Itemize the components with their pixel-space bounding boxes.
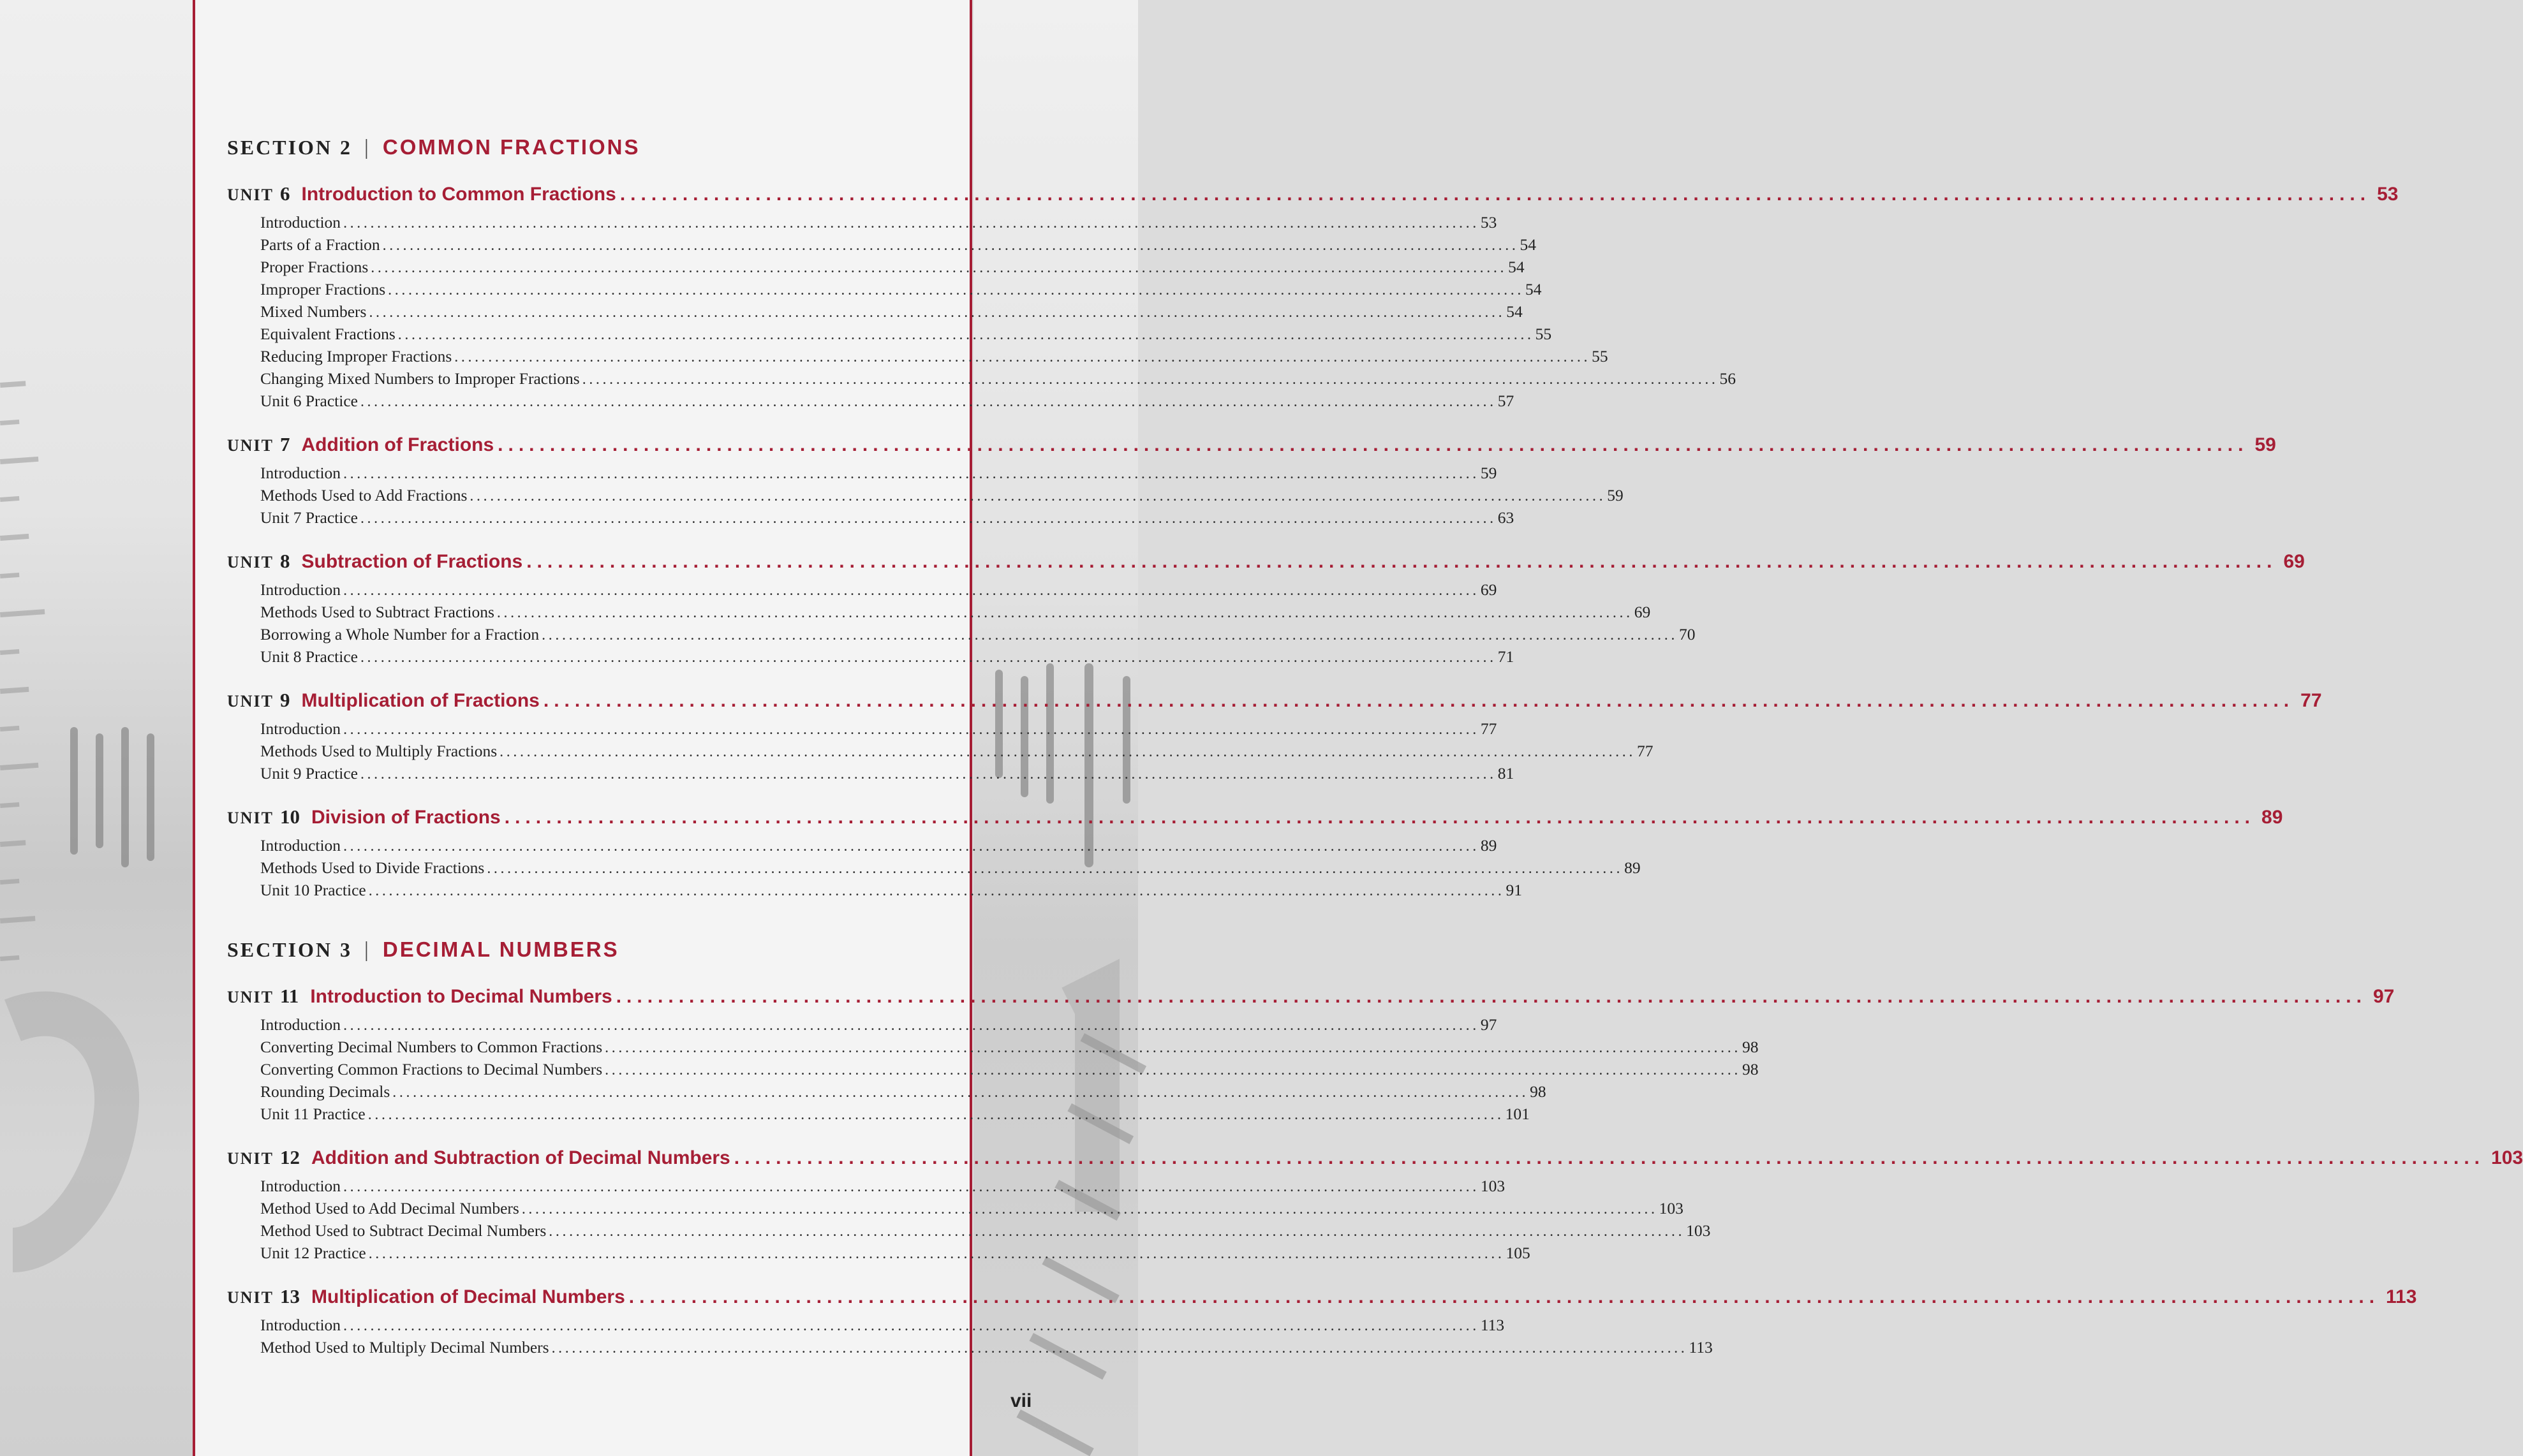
entry-title: Introduction xyxy=(260,580,341,599)
unit-heading[interactable] xyxy=(227,550,2305,580)
entry-dot-leader: ........................................................................................................................................................................ xyxy=(397,327,1534,343)
unit-dot-leader: ........................................................................................................................................................................ xyxy=(504,807,2256,828)
unit-label: UNIT xyxy=(227,988,274,1006)
entry-title: Method Used to Multiply Decimal Numbers xyxy=(260,1338,549,1357)
entry-page-number: 54 xyxy=(1506,302,1523,321)
toc-entry[interactable] xyxy=(227,1316,1505,1338)
unit-number: 6 xyxy=(280,182,290,205)
unit-page-number: 89 xyxy=(2261,807,2283,828)
section-title: DECIMAL NUMBERS xyxy=(382,938,619,961)
entry-dot-leader: ........................................................................................................................................................................ xyxy=(542,627,1678,643)
unit-dot-leader: ........................................................................................................................................................................ xyxy=(734,1147,2485,1168)
unit-page-number: 113 xyxy=(2386,1286,2417,1307)
page-number: vii xyxy=(1010,1390,1032,1411)
entry-dot-leader: ........................................................................................................................................................................ xyxy=(470,488,1606,504)
entry-page-number: 53 xyxy=(1480,213,1497,232)
unit-label: UNIT xyxy=(227,692,274,710)
entry-title: Introduction xyxy=(260,213,341,232)
entry-page-number: 103 xyxy=(1480,1177,1506,1195)
entry-dot-leader: ........................................................................................................................................................................ xyxy=(487,860,1624,877)
toc-entry[interactable] xyxy=(227,1221,1711,1244)
entry-dot-leader: ........................................................................................................................................................................ xyxy=(605,1040,1741,1056)
toc-entry[interactable] xyxy=(227,764,1514,786)
unit-dot-leader: ........................................................................................................................................................................ xyxy=(526,551,2277,572)
section-heading xyxy=(227,938,940,971)
entry-page-number: 98 xyxy=(1742,1038,1759,1056)
entry-title: Converting Common Fractions to Decimal Numbers xyxy=(260,1060,603,1078)
entry-dot-leader: ........................................................................................................................................................................ xyxy=(496,605,1633,621)
unit-block xyxy=(227,550,2305,670)
entry-title: Unit 8 Practice xyxy=(260,647,358,666)
entry-page-number: 77 xyxy=(1480,719,1497,738)
entry-title: Methods Used to Add Fractions xyxy=(260,486,468,504)
unit-page-number: 53 xyxy=(2377,184,2399,205)
unit-title: Addition and Subtraction of Decimal Numbers xyxy=(311,1147,730,1168)
toc-entry[interactable] xyxy=(227,258,1525,280)
entry-page-number: 55 xyxy=(1535,325,1552,343)
entry-page-number: 54 xyxy=(1520,235,1536,254)
unit-number: 10 xyxy=(280,805,300,828)
entry-title: Introduction xyxy=(260,464,341,482)
entry-page-number: 113 xyxy=(1480,1316,1505,1334)
section-separator: | xyxy=(364,938,369,962)
unit-page-number: 69 xyxy=(2283,551,2305,572)
entry-dot-leader: ........................................................................................................................................................................ xyxy=(360,649,1497,666)
section-label: SECTION xyxy=(227,938,333,961)
section-heading xyxy=(227,135,940,168)
toc-entry[interactable] xyxy=(227,1082,1546,1105)
entry-page-number: 103 xyxy=(1659,1199,1683,1217)
entry-page-number: 101 xyxy=(1505,1105,1530,1123)
entry-title: Methods Used to Subtract Fractions xyxy=(260,603,494,621)
toc-entry[interactable] xyxy=(227,325,1552,347)
unit-title: Addition of Fractions xyxy=(301,434,494,455)
entry-page-number: 54 xyxy=(1508,258,1525,276)
entry-page-number: 97 xyxy=(1480,1015,1497,1034)
unit-title: Multiplication of Fractions xyxy=(301,690,540,711)
unit-label: UNIT xyxy=(227,553,274,571)
toc-entry[interactable] xyxy=(227,858,1641,881)
unit-heading[interactable] xyxy=(227,689,2322,719)
entry-page-number: 113 xyxy=(1689,1338,1713,1357)
entry-title: Method Used to Add Decimal Numbers xyxy=(260,1199,519,1217)
unit-dot-leader: ........................................................................................................................................................................ xyxy=(498,434,2249,455)
unit-page-number: 103 xyxy=(2491,1147,2523,1168)
entry-dot-leader: ........................................................................................................................................................................ xyxy=(549,1223,1685,1240)
unit-label: UNIT xyxy=(227,186,274,204)
unit-label: UNIT xyxy=(227,436,274,455)
unit-block xyxy=(227,985,2395,1127)
table-of-contents xyxy=(227,135,2523,1379)
toc-entry[interactable] xyxy=(227,1060,1759,1082)
unit-label: UNIT xyxy=(227,809,274,827)
entry-page-number: 98 xyxy=(1742,1060,1759,1078)
unit-title: Introduction to Decimal Numbers xyxy=(310,986,612,1007)
entry-title: Proper Fractions xyxy=(260,258,369,276)
entry-title: Borrowing a Whole Number for a Fraction xyxy=(260,625,540,643)
unit-block xyxy=(227,433,2276,531)
entry-page-number: 59 xyxy=(1607,486,1624,504)
entry-title: Unit 12 Practice xyxy=(260,1244,366,1262)
entry-page-number: 98 xyxy=(1530,1082,1546,1101)
entry-dot-leader: ........................................................................................................................................................................ xyxy=(605,1062,1741,1078)
entry-page-number: 55 xyxy=(1592,347,1608,365)
entry-dot-leader: ........................................................................................................................................................................ xyxy=(367,1107,1504,1123)
entry-title: Introduction xyxy=(260,1177,341,1195)
entry-title: Introduction xyxy=(260,836,341,855)
toc-entry[interactable] xyxy=(227,369,1736,392)
entry-dot-leader: ........................................................................................................................................................................ xyxy=(392,1084,1529,1101)
entry-dot-leader: ........................................................................................................................................................................ xyxy=(521,1201,1658,1217)
unit-number: 12 xyxy=(280,1146,300,1168)
unit-title: Subtraction of Fractions xyxy=(301,551,523,572)
toc-entry[interactable] xyxy=(227,603,1651,625)
entry-dot-leader: ........................................................................................................................................................................ xyxy=(343,721,1479,738)
unit-heading[interactable] xyxy=(227,805,2283,836)
entry-title: Rounding Decimals xyxy=(260,1082,390,1101)
unit-page-number: 59 xyxy=(2254,434,2276,455)
toc-entry[interactable] xyxy=(227,647,1514,670)
unit-number: 9 xyxy=(280,689,290,711)
entry-page-number: 91 xyxy=(1506,881,1523,899)
entry-dot-leader: ........................................................................................................................................................................ xyxy=(499,744,1636,760)
entry-page-number: 63 xyxy=(1497,508,1514,527)
entry-title: Equivalent Fractions xyxy=(260,325,396,343)
entry-title: Methods Used to Divide Fractions xyxy=(260,858,485,877)
entry-page-number: 57 xyxy=(1497,392,1514,410)
unit-dot-leader: ........................................................................................................................................................................ xyxy=(619,184,2371,205)
toc-entry[interactable] xyxy=(227,486,1624,508)
toc-entry[interactable] xyxy=(227,213,1497,235)
entry-page-number: 70 xyxy=(1678,625,1696,643)
toc-entry[interactable] xyxy=(227,719,1497,742)
entry-title: Unit 7 Practice xyxy=(260,508,358,527)
entry-page-number: 77 xyxy=(1636,742,1654,760)
toc-entry[interactable] xyxy=(227,302,1523,325)
toc-entry[interactable] xyxy=(227,347,1608,369)
unit-heading[interactable] xyxy=(227,1146,2523,1177)
entry-page-number: 59 xyxy=(1480,464,1497,482)
unit-dot-leader: ........................................................................................................................................................................ xyxy=(616,986,2367,1007)
unit-page-number: 77 xyxy=(2300,690,2322,711)
entry-dot-leader: ........................................................................................................................................................................ xyxy=(343,215,1479,232)
entry-page-number: 105 xyxy=(1506,1244,1530,1262)
entry-page-number: 56 xyxy=(1719,369,1736,388)
entry-title: Mixed Numbers xyxy=(260,302,367,321)
entry-title: Method Used to Subtract Decimal Numbers xyxy=(260,1221,547,1240)
toc-entry[interactable] xyxy=(227,836,1497,858)
entry-dot-leader: ........................................................................................................................................................................ xyxy=(343,838,1479,855)
unit-block xyxy=(227,1146,2523,1266)
entry-dot-leader: ........................................................................................................................................................................ xyxy=(343,1179,1479,1195)
entry-dot-leader: ........................................................................................................................................................................ xyxy=(454,349,1591,365)
toc-entry[interactable] xyxy=(227,1105,1530,1127)
entry-title: Methods Used to Multiply Fractions xyxy=(260,742,498,760)
entry-dot-leader: ........................................................................................................................................................................ xyxy=(360,510,1497,527)
toc-entry[interactable] xyxy=(227,881,1523,903)
entry-title: Converting Decimal Numbers to Common Fractions xyxy=(260,1038,603,1056)
entry-page-number: 69 xyxy=(1634,603,1651,621)
entry-page-number: 69 xyxy=(1480,580,1497,599)
unit-number: 11 xyxy=(280,985,299,1007)
entry-dot-leader: ........................................................................................................................................................................ xyxy=(360,766,1497,783)
entry-dot-leader: ........................................................................................................................................................................ xyxy=(369,304,1506,321)
toc-entry[interactable] xyxy=(227,1177,1506,1199)
unit-block xyxy=(227,689,2322,786)
section-title: COMMON FRACTIONS xyxy=(382,135,640,159)
unit-block xyxy=(227,805,2283,903)
unit-block xyxy=(227,1285,2417,1360)
entry-title: Introduction xyxy=(260,1316,341,1334)
section-spacer xyxy=(227,922,940,938)
entry-dot-leader: ........................................................................................................................................................................ xyxy=(343,1318,1479,1334)
entry-title: Introduction xyxy=(260,719,341,738)
toc-entry[interactable] xyxy=(227,280,1542,302)
toc-entry[interactable] xyxy=(227,742,1654,764)
toc-entry[interactable] xyxy=(227,1199,1683,1221)
entry-dot-leader: ........................................................................................................................................................................ xyxy=(343,582,1479,599)
left-red-rule xyxy=(193,0,195,1456)
entry-title: Introduction xyxy=(260,1015,341,1034)
unit-number: 13 xyxy=(280,1285,300,1307)
entry-title: Improper Fractions xyxy=(260,280,386,298)
entry-dot-leader: ........................................................................................................................................................................ xyxy=(343,466,1479,482)
entry-title: Unit 11 Practice xyxy=(260,1105,366,1123)
toc-entry[interactable] xyxy=(227,625,1696,647)
toc-entry[interactable] xyxy=(227,1338,1713,1360)
section-label: SECTION xyxy=(227,136,333,159)
section-number: 2 xyxy=(340,136,351,159)
entry-title: Parts of a Fraction xyxy=(260,235,380,254)
unit-heading[interactable] xyxy=(227,182,2399,213)
entry-page-number: 89 xyxy=(1480,836,1497,855)
toc-entry[interactable] xyxy=(227,464,1497,486)
unit-label: UNIT xyxy=(227,1149,274,1168)
unit-label: UNIT xyxy=(227,1288,274,1307)
entry-title: Changing Mixed Numbers to Improper Fractions xyxy=(260,369,580,388)
entry-title: Unit 10 Practice xyxy=(260,881,366,899)
toc-entry[interactable] xyxy=(227,1244,1530,1266)
entry-page-number: 89 xyxy=(1624,858,1641,877)
unit-dot-leader: ........................................................................................................................................................................ xyxy=(543,690,2295,711)
entry-dot-leader: ........................................................................................................................................................................ xyxy=(371,260,1507,276)
toc-entry[interactable] xyxy=(227,1038,1759,1060)
entry-dot-leader: ........................................................................................................................................................................ xyxy=(343,1017,1479,1034)
entry-dot-leader: ........................................................................................................................................................................ xyxy=(582,371,1719,388)
toc-entry[interactable] xyxy=(227,508,1514,531)
entry-page-number: 103 xyxy=(1686,1221,1711,1240)
entry-dot-leader: ........................................................................................................................................................................ xyxy=(360,393,1497,410)
toc-entry[interactable] xyxy=(227,1015,1497,1038)
unit-title: Division of Fractions xyxy=(311,807,501,828)
entry-dot-leader: ........................................................................................................................................................................ xyxy=(368,1246,1505,1262)
entry-dot-leader: ........................................................................................................................................................................ xyxy=(388,282,1524,298)
section-number: 3 xyxy=(340,938,351,961)
toc-entry[interactable] xyxy=(227,580,1497,603)
unit-title: Multiplication of Decimal Numbers xyxy=(311,1286,625,1307)
entry-page-number: 54 xyxy=(1525,280,1542,298)
unit-number: 8 xyxy=(280,550,290,572)
unit-number: 7 xyxy=(280,433,290,455)
toc-entry[interactable] xyxy=(227,235,1536,258)
entry-dot-leader: ........................................................................................................................................................................ xyxy=(551,1340,1688,1357)
unit-dot-leader: ........................................................................................................................................................................ xyxy=(628,1286,2380,1307)
unit-title: Introduction to Common Fractions xyxy=(301,184,616,205)
unit-heading[interactable] xyxy=(227,1285,2417,1316)
unit-page-number: 97 xyxy=(2372,986,2395,1007)
entry-title: Unit 6 Practice xyxy=(260,392,358,410)
unit-heading[interactable] xyxy=(227,985,2395,1015)
entry-page-number: 81 xyxy=(1497,764,1514,783)
entry-page-number: 71 xyxy=(1497,647,1514,666)
entry-dot-leader: ........................................................................................................................................................................ xyxy=(382,237,1519,254)
unit-heading[interactable] xyxy=(227,433,2276,464)
unit-block xyxy=(227,182,2399,414)
section-separator: | xyxy=(364,136,369,159)
entry-title: Unit 9 Practice xyxy=(260,764,358,783)
entry-dot-leader: ........................................................................................................................................................................ xyxy=(368,883,1505,899)
toc-entry[interactable] xyxy=(227,392,1514,414)
entry-title: Reducing Improper Fractions xyxy=(260,347,452,365)
